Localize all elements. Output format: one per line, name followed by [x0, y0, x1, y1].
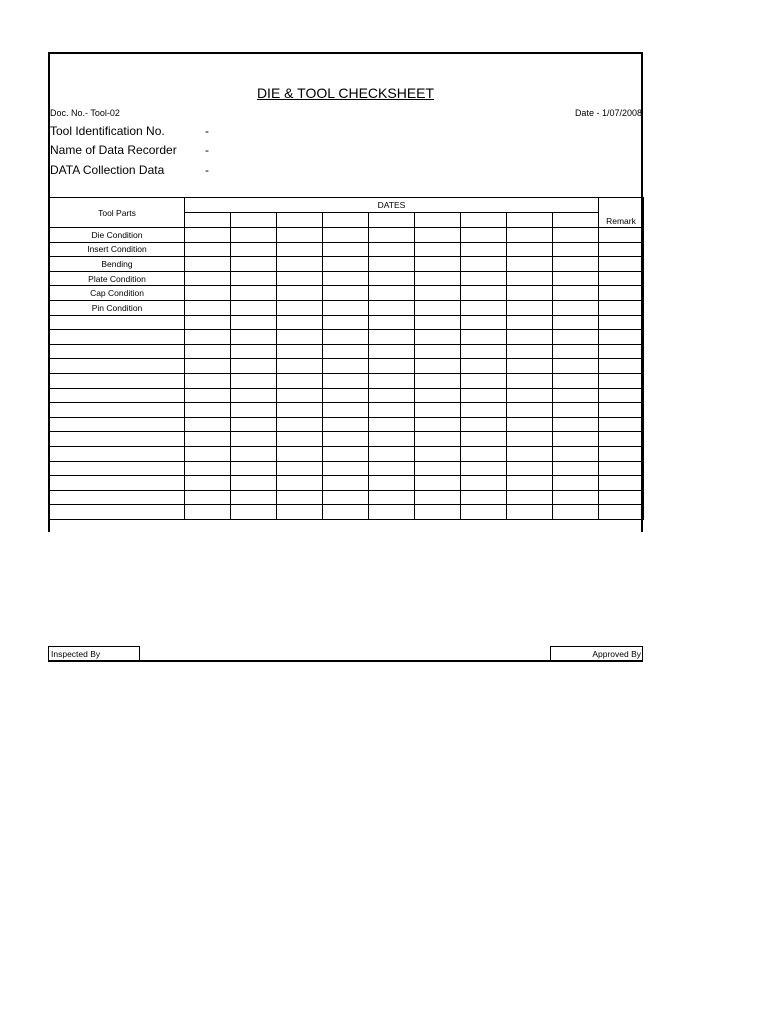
check-cell[interactable]	[185, 505, 231, 520]
tool-part-cell	[50, 373, 185, 388]
check-cell[interactable]	[231, 242, 277, 257]
table-row	[50, 359, 644, 374]
remark-header: Remark	[599, 198, 644, 228]
check-cell[interactable]	[323, 432, 369, 447]
check-cell[interactable]	[553, 359, 599, 374]
check-cell[interactable]	[323, 476, 369, 491]
check-cell[interactable]	[231, 388, 277, 403]
remark-cell[interactable]	[599, 359, 644, 374]
check-cell[interactable]	[507, 300, 553, 315]
remark-cell[interactable]	[599, 344, 644, 359]
check-cell[interactable]	[507, 476, 553, 491]
check-cell[interactable]	[277, 505, 323, 520]
check-cell[interactable]	[231, 330, 277, 345]
check-cell[interactable]	[369, 271, 415, 286]
date-cell[interactable]	[507, 213, 553, 228]
check-cell[interactable]	[277, 228, 323, 243]
doc-number: Doc. No.- Tool-02	[50, 108, 120, 118]
remark-cell[interactable]	[599, 257, 644, 272]
sheet-title: DIE & TOOL CHECKSHEET	[256, 85, 435, 101]
check-cell[interactable]	[277, 300, 323, 315]
table-row	[50, 286, 644, 301]
remark-cell[interactable]	[599, 461, 644, 476]
check-cell[interactable]	[185, 242, 231, 257]
date-cell[interactable]	[553, 213, 599, 228]
check-cell[interactable]	[323, 242, 369, 257]
check-cell[interactable]	[277, 286, 323, 301]
check-cell[interactable]	[185, 286, 231, 301]
check-cell[interactable]	[231, 315, 277, 330]
check-cell[interactable]	[185, 344, 231, 359]
remark-cell[interactable]	[599, 490, 644, 505]
check-cell[interactable]	[415, 476, 461, 491]
check-cell[interactable]	[507, 257, 553, 272]
check-cell[interactable]	[415, 330, 461, 345]
check-cell[interactable]	[415, 300, 461, 315]
check-cell[interactable]	[231, 286, 277, 301]
check-cell[interactable]	[369, 359, 415, 374]
check-cell[interactable]	[185, 373, 231, 388]
table-row	[50, 417, 644, 432]
check-cell[interactable]	[185, 417, 231, 432]
check-cell[interactable]	[369, 330, 415, 345]
check-cell[interactable]	[461, 228, 507, 243]
tool-part-cell	[50, 315, 185, 330]
check-cell[interactable]	[415, 257, 461, 272]
check-cell[interactable]	[231, 403, 277, 418]
check-cell[interactable]	[277, 257, 323, 272]
check-cell[interactable]	[461, 461, 507, 476]
tool-part-cell: Cap Condition	[50, 286, 185, 301]
check-cell[interactable]	[369, 228, 415, 243]
check-cell[interactable]	[231, 446, 277, 461]
table-row	[50, 490, 644, 505]
check-cell[interactable]	[323, 228, 369, 243]
field-value-tool-id: -	[205, 124, 209, 138]
check-cell[interactable]	[323, 388, 369, 403]
check-cell[interactable]	[231, 373, 277, 388]
check-cell[interactable]	[507, 344, 553, 359]
check-cell[interactable]	[461, 300, 507, 315]
remark-cell[interactable]	[599, 315, 644, 330]
check-cell[interactable]	[277, 373, 323, 388]
check-cell[interactable]	[231, 461, 277, 476]
check-cell[interactable]	[323, 315, 369, 330]
check-cell[interactable]	[507, 446, 553, 461]
check-cell[interactable]	[415, 242, 461, 257]
check-cell[interactable]	[553, 490, 599, 505]
check-cell[interactable]	[507, 315, 553, 330]
tool-parts-header: Tool Parts	[50, 198, 185, 228]
date-cell[interactable]	[461, 213, 507, 228]
check-cell[interactable]	[461, 490, 507, 505]
check-cell[interactable]	[369, 388, 415, 403]
check-cell[interactable]	[369, 286, 415, 301]
check-cell[interactable]	[553, 417, 599, 432]
check-cell[interactable]	[369, 403, 415, 418]
check-cell[interactable]	[323, 490, 369, 505]
check-table	[49, 197, 644, 520]
check-cell[interactable]	[553, 315, 599, 330]
check-cell[interactable]	[461, 286, 507, 301]
check-cell[interactable]	[415, 388, 461, 403]
table-header-row	[50, 198, 644, 213]
tool-part-cell	[50, 432, 185, 447]
check-cell[interactable]	[277, 432, 323, 447]
remark-cell[interactable]	[599, 228, 644, 243]
check-cell[interactable]	[461, 257, 507, 272]
check-cell[interactable]	[323, 257, 369, 272]
check-cell[interactable]	[323, 403, 369, 418]
check-cell[interactable]	[461, 505, 507, 520]
check-cell[interactable]	[231, 228, 277, 243]
check-cell[interactable]	[461, 446, 507, 461]
check-cell[interactable]	[507, 271, 553, 286]
check-cell[interactable]	[369, 505, 415, 520]
table-row	[50, 300, 644, 315]
check-cell[interactable]	[553, 300, 599, 315]
check-cell[interactable]	[185, 315, 231, 330]
remark-cell[interactable]	[599, 373, 644, 388]
table-row	[50, 505, 644, 520]
check-cell[interactable]	[415, 271, 461, 286]
check-cell[interactable]	[277, 476, 323, 491]
check-cell[interactable]	[507, 228, 553, 243]
check-cell[interactable]	[461, 403, 507, 418]
check-cell[interactable]	[553, 242, 599, 257]
check-cell[interactable]	[323, 330, 369, 345]
check-cell[interactable]	[277, 417, 323, 432]
check-cell[interactable]	[231, 432, 277, 447]
check-cell[interactable]	[461, 432, 507, 447]
check-cell[interactable]	[415, 359, 461, 374]
check-cell[interactable]	[369, 344, 415, 359]
check-cell[interactable]	[461, 330, 507, 345]
check-cell[interactable]	[369, 490, 415, 505]
tool-part-cell	[50, 359, 185, 374]
check-cell[interactable]	[231, 344, 277, 359]
field-value-data-recorder: -	[205, 143, 209, 157]
check-cell[interactable]	[553, 228, 599, 243]
check-cell[interactable]	[415, 403, 461, 418]
tool-part-cell	[50, 417, 185, 432]
tool-part-cell: Die Condition	[50, 228, 185, 243]
check-cell[interactable]	[323, 505, 369, 520]
check-cell[interactable]	[507, 388, 553, 403]
check-cell[interactable]	[507, 432, 553, 447]
remark-cell[interactable]	[599, 271, 644, 286]
check-cell[interactable]	[507, 359, 553, 374]
check-cell[interactable]	[323, 286, 369, 301]
check-cell[interactable]	[323, 446, 369, 461]
table-body	[50, 228, 644, 520]
check-cell[interactable]	[323, 417, 369, 432]
check-cell[interactable]	[553, 344, 599, 359]
check-cell[interactable]	[415, 344, 461, 359]
tool-part-cell: Pin Condition	[50, 300, 185, 315]
check-cell[interactable]	[323, 271, 369, 286]
check-cell[interactable]	[553, 271, 599, 286]
table-row	[50, 388, 644, 403]
tool-part-cell	[50, 505, 185, 520]
table-row	[50, 461, 644, 476]
tool-part-cell	[50, 403, 185, 418]
check-cell[interactable]	[553, 330, 599, 345]
remark-cell[interactable]	[599, 403, 644, 418]
check-cell[interactable]	[507, 490, 553, 505]
check-cell[interactable]	[461, 373, 507, 388]
check-cell[interactable]	[185, 446, 231, 461]
check-cell[interactable]	[507, 330, 553, 345]
check-cell[interactable]	[231, 490, 277, 505]
check-cell[interactable]	[277, 403, 323, 418]
remark-cell[interactable]	[599, 476, 644, 491]
check-cell[interactable]	[415, 432, 461, 447]
check-cell[interactable]	[323, 373, 369, 388]
check-cell[interactable]	[461, 242, 507, 257]
check-cell[interactable]	[277, 271, 323, 286]
table-row	[50, 315, 644, 330]
check-cell[interactable]	[369, 300, 415, 315]
check-cell[interactable]	[507, 505, 553, 520]
check-cell[interactable]	[461, 344, 507, 359]
check-cell[interactable]	[507, 286, 553, 301]
remark-cell[interactable]	[599, 446, 644, 461]
check-cell[interactable]	[369, 257, 415, 272]
check-cell[interactable]	[277, 315, 323, 330]
check-cell[interactable]	[231, 417, 277, 432]
check-cell[interactable]	[415, 286, 461, 301]
check-cell[interactable]	[231, 271, 277, 286]
check-cell[interactable]	[231, 257, 277, 272]
check-cell[interactable]	[415, 446, 461, 461]
check-cell[interactable]	[185, 271, 231, 286]
table-row	[50, 432, 644, 447]
check-cell[interactable]	[277, 461, 323, 476]
tool-part-cell	[50, 330, 185, 345]
check-cell[interactable]	[277, 446, 323, 461]
check-cell[interactable]	[277, 344, 323, 359]
check-cell[interactable]	[415, 461, 461, 476]
check-cell[interactable]	[507, 417, 553, 432]
dates-header: DATES	[185, 198, 599, 213]
table-row	[50, 373, 644, 388]
check-cell[interactable]	[323, 461, 369, 476]
sheet-date: Date - 1/07/2008	[574, 108, 642, 118]
check-cell[interactable]	[461, 417, 507, 432]
check-cell[interactable]	[185, 461, 231, 476]
check-cell[interactable]	[323, 300, 369, 315]
check-cell[interactable]	[553, 257, 599, 272]
check-cell[interactable]	[277, 359, 323, 374]
check-cell[interactable]	[553, 373, 599, 388]
tool-part-cell: Plate Condition	[50, 271, 185, 286]
check-cell[interactable]	[553, 388, 599, 403]
check-cell[interactable]	[415, 417, 461, 432]
table-row	[50, 257, 644, 272]
check-cell[interactable]	[507, 242, 553, 257]
check-cell[interactable]	[461, 315, 507, 330]
check-cell[interactable]	[277, 490, 323, 505]
field-label-collection-data: DATA Collection Data	[50, 163, 165, 177]
check-cell[interactable]	[507, 403, 553, 418]
check-cell[interactable]	[553, 446, 599, 461]
check-cell[interactable]	[323, 359, 369, 374]
check-cell[interactable]	[415, 373, 461, 388]
check-cell[interactable]	[277, 388, 323, 403]
check-cell[interactable]	[369, 476, 415, 491]
tool-part-cell	[50, 461, 185, 476]
check-cell[interactable]	[185, 432, 231, 447]
check-cell[interactable]	[185, 330, 231, 345]
field-value-collection-data: -	[205, 163, 209, 177]
check-cell[interactable]	[185, 403, 231, 418]
check-cell[interactable]	[461, 359, 507, 374]
table-row	[50, 228, 644, 243]
tool-part-cell	[50, 490, 185, 505]
check-cell[interactable]	[369, 242, 415, 257]
table-row	[50, 330, 644, 345]
check-cell[interactable]	[185, 388, 231, 403]
check-cell[interactable]	[185, 228, 231, 243]
approved-by-label: Approved By	[550, 646, 643, 660]
inspected-by-label: Inspected By	[48, 646, 140, 660]
table-row	[50, 446, 644, 461]
check-cell[interactable]	[415, 490, 461, 505]
check-cell[interactable]	[231, 476, 277, 491]
check-cell[interactable]	[369, 417, 415, 432]
check-cell[interactable]	[415, 505, 461, 520]
check-cell[interactable]	[369, 373, 415, 388]
field-label-data-recorder: Name of Data Recorder	[50, 143, 177, 157]
check-cell[interactable]	[185, 300, 231, 315]
sheet-top-border	[48, 52, 643, 54]
check-cell[interactable]	[553, 403, 599, 418]
remark-cell[interactable]	[599, 388, 644, 403]
date-cell[interactable]	[277, 213, 323, 228]
date-cell[interactable]	[323, 213, 369, 228]
check-cell[interactable]	[507, 373, 553, 388]
check-cell[interactable]	[553, 461, 599, 476]
table-row	[50, 242, 644, 257]
check-cell[interactable]	[277, 242, 323, 257]
date-cell[interactable]	[369, 213, 415, 228]
check-cell[interactable]	[369, 461, 415, 476]
remark-cell[interactable]	[599, 242, 644, 257]
remark-cell[interactable]	[599, 505, 644, 520]
remark-cell[interactable]	[599, 300, 644, 315]
table-row	[50, 476, 644, 491]
check-cell[interactable]	[185, 359, 231, 374]
tool-part-cell: Insert Condition	[50, 242, 185, 257]
check-cell[interactable]	[461, 476, 507, 491]
field-label-tool-id: Tool Identification No.	[50, 124, 165, 138]
check-cell[interactable]	[231, 359, 277, 374]
date-cell[interactable]	[185, 213, 231, 228]
check-cell[interactable]	[277, 330, 323, 345]
check-cell[interactable]	[461, 388, 507, 403]
footer-line	[48, 660, 643, 662]
remark-cell[interactable]	[599, 432, 644, 447]
check-cell[interactable]	[553, 505, 599, 520]
check-cell[interactable]	[185, 490, 231, 505]
tool-part-cell	[50, 446, 185, 461]
check-cell[interactable]	[415, 228, 461, 243]
check-cell[interactable]	[415, 315, 461, 330]
date-cell[interactable]	[231, 213, 277, 228]
table-row	[50, 403, 644, 418]
check-cell[interactable]	[461, 271, 507, 286]
check-cell[interactable]	[185, 476, 231, 491]
table-row	[50, 271, 644, 286]
check-cell[interactable]	[553, 286, 599, 301]
check-cell[interactable]	[231, 300, 277, 315]
remark-cell[interactable]	[599, 286, 644, 301]
check-cell[interactable]	[507, 461, 553, 476]
remark-cell[interactable]	[599, 330, 644, 345]
tool-part-cell	[50, 476, 185, 491]
tool-part-cell: Bending	[50, 257, 185, 272]
tool-part-cell	[50, 388, 185, 403]
date-cell[interactable]	[415, 213, 461, 228]
check-cell[interactable]	[369, 446, 415, 461]
check-cell[interactable]	[369, 432, 415, 447]
check-cell[interactable]	[185, 257, 231, 272]
check-cell[interactable]	[231, 505, 277, 520]
tool-part-cell	[50, 344, 185, 359]
check-cell[interactable]	[369, 315, 415, 330]
remark-cell[interactable]	[599, 417, 644, 432]
check-cell[interactable]	[553, 476, 599, 491]
table-row	[50, 344, 644, 359]
check-cell[interactable]	[553, 432, 599, 447]
check-cell[interactable]	[323, 344, 369, 359]
